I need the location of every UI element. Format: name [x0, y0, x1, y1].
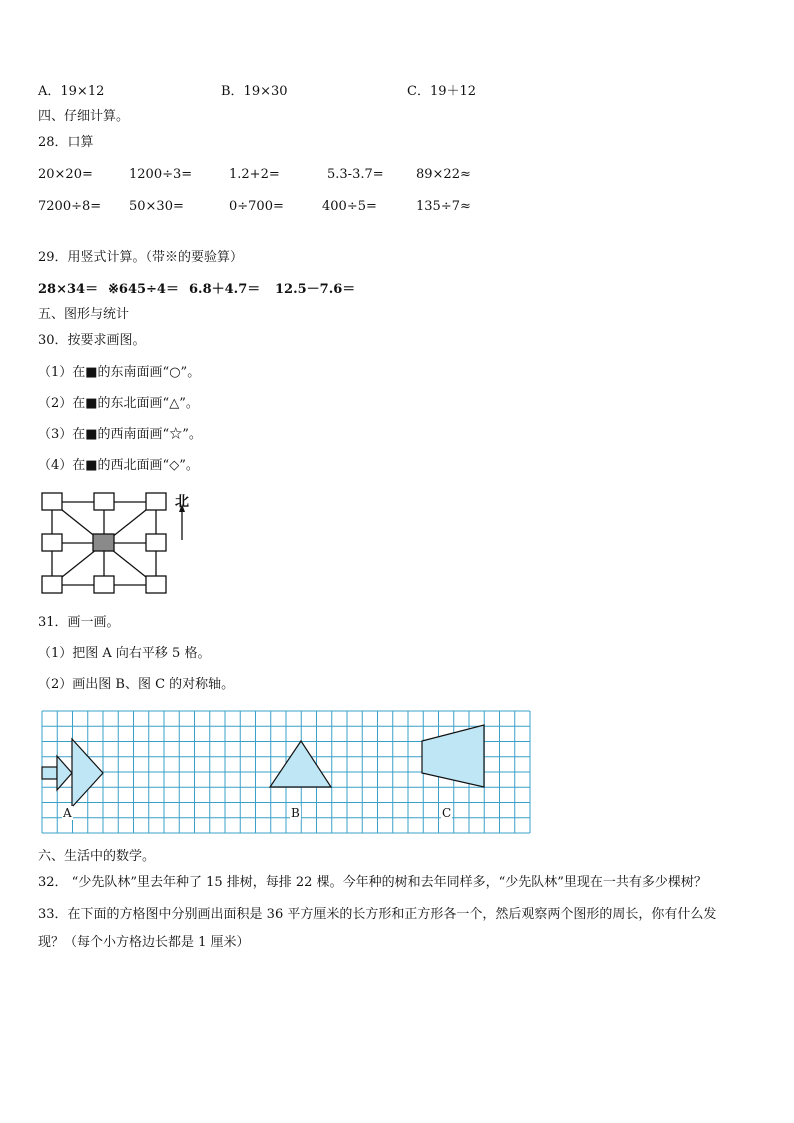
oral-calc-r2-4: 400÷5= — [322, 199, 377, 214]
direction-diagram — [38, 490, 198, 600]
option-c: C．19＋12 — [407, 84, 477, 99]
q30-item-2: （2）在■的东北面画“△”。 — [38, 396, 199, 411]
oral-calc-r1-2: 1200÷3= — [129, 167, 193, 182]
oral-calc-r1-3: 1.2+2= — [229, 167, 280, 182]
option-b: B．19×30 — [221, 84, 288, 99]
question-33-line-2: 现？（每个小方格边长都是 1 厘米） — [38, 935, 250, 950]
q31-item-2: （2）画出图 B、图 C 的对称轴。 — [38, 677, 235, 692]
vertical-calc-1: 28×34＝ — [38, 282, 99, 297]
vertical-calc-3: 6.8＋4.7＝ — [189, 282, 261, 297]
shape-b-triangle — [270, 741, 331, 787]
oral-calc-r2-1: 7200÷8= — [38, 199, 102, 214]
oral-calc-r1-1: 20×20= — [38, 167, 93, 182]
oral-calc-r1-5: 89×22≈ — [416, 167, 471, 182]
question-28-label: 28．口算 — [38, 135, 94, 150]
box-sw — [42, 576, 62, 593]
box-ne — [146, 493, 166, 510]
north-label: 北 — [175, 494, 189, 510]
section-6-title: 六、生活中的数学。 — [38, 849, 156, 864]
question-33-line-1: 33．在下面的方格图中分别画出面积是 36 平方厘米的长方形和正方形各一个，然后观察两个图形的周长，你有什么发 — [38, 907, 717, 922]
oral-calc-r2-5: 135÷7≈ — [416, 199, 471, 214]
box-e — [146, 534, 166, 551]
oral-calc-r2-2: 50×30= — [129, 199, 184, 214]
question-29-label: 29．用竖式计算。（带※的要验算） — [38, 250, 244, 265]
box-s — [94, 576, 114, 593]
shape-a-rect — [42, 767, 57, 779]
q30-item-4: （4）在■的西北面画“◇”。 — [38, 458, 199, 473]
center-square — [93, 534, 114, 551]
vertical-calc-2: ※645÷4＝ — [108, 282, 179, 297]
shape-a-label: A — [63, 806, 72, 820]
shape-grid — [42, 711, 530, 833]
box-w — [42, 534, 62, 551]
question-31-label: 31．画一画。 — [38, 615, 120, 630]
shape-b-label: B — [291, 806, 300, 820]
box-se — [146, 576, 166, 593]
q30-item-3: （3）在■的西南面画“☆”。 — [38, 427, 202, 442]
q30-item-1: （1）在■的东南面画“○”。 — [38, 365, 201, 380]
oral-calc-r2-3: 0÷700= — [229, 199, 284, 214]
q31-item-1: （1）把图 A 向右平移 5 格。 — [38, 646, 211, 661]
box-n — [94, 493, 114, 510]
question-30-label: 30．按要求画图。 — [38, 333, 146, 348]
question-32: 32． “少先队林”里去年种了 15 排树，每排 22 棵。今年种的树和去年同样多，“少先队林”里现在一共有多少棵树？ — [38, 875, 707, 890]
shape-c-trapezoid — [422, 725, 484, 787]
box-nw — [42, 493, 62, 510]
section-5-title: 五、图形与统计 — [38, 307, 130, 322]
shape-a-triangle — [57, 756, 72, 790]
oral-calc-r1-4: 5.3-3.7= — [327, 167, 384, 182]
shape-c-label: C — [442, 806, 452, 820]
vertical-calc-4: 12.5－7.6＝ — [275, 282, 356, 297]
option-a: A．19×12 — [38, 84, 105, 99]
section-4-title: 四、仔细计算。 — [38, 109, 130, 124]
